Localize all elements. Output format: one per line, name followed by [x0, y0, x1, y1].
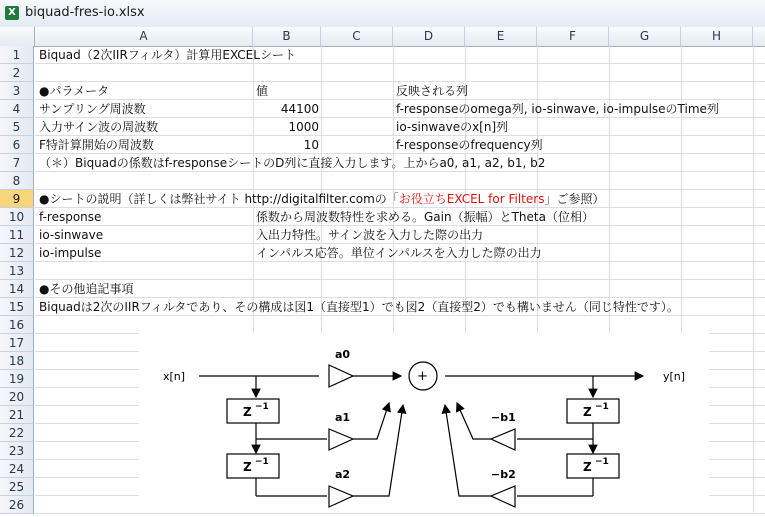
- cell-b3-value-heading[interactable]: 値: [256, 84, 269, 98]
- gain-a2-amplifier: [329, 486, 353, 507]
- cell-b12-io-impulse-desc[interactable]: インパルス応答。単位インパルスを入力した際の出力: [256, 246, 542, 260]
- cell-a4-sampling-frequency[interactable]: サンプリング周波数: [39, 102, 146, 116]
- biquad-diagram-svg: [139, 333, 709, 513]
- delay-label-3: Z: [583, 405, 592, 419]
- row-header-17[interactable]: 17: [0, 334, 34, 352]
- delay-z1-right-bottom: [567, 454, 619, 478]
- delay-exp-1: −1: [255, 402, 269, 412]
- column-header-row: [0, 27, 765, 47]
- row-header-2[interactable]: 2: [0, 64, 34, 82]
- row-header-3[interactable]: 3: [0, 82, 34, 100]
- row-header-10[interactable]: 10: [0, 208, 34, 226]
- row-header-14[interactable]: 14: [0, 280, 34, 298]
- row-header-15[interactable]: 15: [0, 298, 34, 316]
- cell-a7-coefficient-note[interactable]: （＊）Biquadの係数はf-responseシートのD列に直接入力します。上からa0, a1, a2, b1, b2: [39, 156, 546, 170]
- column-header-b[interactable]: B: [253, 27, 321, 46]
- row-header-12[interactable]: 12: [0, 244, 34, 262]
- sheet-description-prefix: ●シートの説明（詳しくは弊社サイト http://digitalfilter.comの「: [39, 192, 399, 206]
- column-header-g[interactable]: G: [609, 27, 681, 46]
- cell-a3-parameters-heading[interactable]: ●パラメータ: [39, 84, 110, 98]
- column-header-c[interactable]: C: [321, 27, 393, 46]
- row-header-20[interactable]: 20: [0, 388, 34, 406]
- cell-d3-reflected-columns-heading[interactable]: 反映される列: [396, 84, 469, 98]
- cell-a6-start-frequency[interactable]: F特計算開始の周波数: [39, 138, 154, 152]
- delay-label-2: Z: [243, 460, 252, 474]
- column-header-f[interactable]: F: [537, 27, 609, 46]
- summing-plus-label: +: [417, 369, 428, 384]
- row-header-8[interactable]: 8: [0, 172, 34, 190]
- row-header-5[interactable]: 5: [0, 118, 34, 136]
- cell-b4-sampling-frequency-value[interactable]: 44100: [280, 102, 319, 116]
- cell-a5-input-sine-frequency[interactable]: 入力サイン波の周波数: [39, 120, 159, 134]
- row-header-9[interactable]: 9: [0, 190, 34, 208]
- gain-b2-amplifier: [491, 486, 515, 507]
- row-header-13[interactable]: 13: [0, 262, 34, 280]
- row-header-19[interactable]: 19: [0, 370, 34, 388]
- row-header-1[interactable]: 1: [0, 46, 34, 64]
- select-all-corner[interactable]: [0, 27, 35, 46]
- cell-a15-additional-note[interactable]: Biquadは2次のIIRフィルタであり、その構成は図1（直接型1）でも図2（直接型2）でも構いません（同じ特性です）。: [39, 300, 679, 314]
- gain-b1-amplifier: [491, 429, 515, 450]
- cell-a1-title[interactable]: Biquad（2次IIRフィルタ）計算用EXCELシート: [39, 48, 296, 62]
- row-header-7[interactable]: 7: [0, 154, 34, 172]
- gain-a0-amplifier: [329, 365, 353, 387]
- window-title: biquad-fres-io.xlsx: [25, 5, 145, 20]
- gain-a1-amplifier: [329, 429, 353, 450]
- delay-z1-left-bottom: [227, 454, 279, 478]
- row-header-24[interactable]: 24: [0, 460, 34, 478]
- delay-z1-left-top: [227, 399, 279, 423]
- biquad-block-diagram[interactable]: [139, 333, 709, 513]
- row-header-23[interactable]: 23: [0, 442, 34, 460]
- cell-b10-f-response-desc[interactable]: 係数から周波数特性を求める。Gain（振幅）とTheta（位相）: [256, 210, 594, 224]
- cell-a12-io-impulse[interactable]: io-impulse: [39, 246, 102, 260]
- column-header-e[interactable]: E: [465, 27, 537, 46]
- cell-a9-sheet-description[interactable]: [39, 190, 604, 208]
- delay-exp-4: −1: [595, 457, 609, 467]
- delay-z1-right-top: [567, 399, 619, 423]
- column-header-h[interactable]: H: [681, 27, 753, 46]
- delay-exp-2: −1: [255, 457, 269, 467]
- grid-row-line: [35, 279, 765, 280]
- gain-a2-label: a2: [335, 468, 351, 481]
- cell-b6-start-frequency-value[interactable]: 10: [303, 138, 319, 152]
- row-header-11[interactable]: 11: [0, 226, 34, 244]
- grid-row-line: [35, 513, 765, 514]
- row-header-21[interactable]: 21: [0, 406, 34, 424]
- gain-b2-label: −b2: [491, 468, 516, 481]
- cell-a11-io-sinwave[interactable]: io-sinwave: [39, 228, 104, 242]
- cell-b11-io-sinwave-desc[interactable]: 入出力特性。サイン波を入力した際の出力: [256, 228, 484, 242]
- row-header-22[interactable]: 22: [0, 424, 34, 442]
- diagram-input-label: x[n]: [163, 370, 186, 383]
- row-header-26[interactable]: 26: [0, 496, 34, 514]
- gain-a1-label: a1: [335, 411, 351, 424]
- grid-column-line: [753, 46, 754, 513]
- cell-d6-note[interactable]: f-responseのfrequency列: [396, 138, 543, 152]
- delay-label-1: Z: [243, 405, 252, 419]
- column-header-a[interactable]: A: [35, 27, 253, 46]
- row-header-18[interactable]: 18: [0, 352, 34, 370]
- cell-a10-f-response[interactable]: f-response: [39, 210, 102, 224]
- excel-file-icon: X: [5, 6, 19, 20]
- gain-a0-label: a0: [335, 348, 351, 361]
- cell-b5-input-sine-frequency-value[interactable]: 1000: [288, 120, 319, 134]
- cell-d4-note[interactable]: f-responseのomega列, io-sinwave, io-impulseのTime列: [396, 102, 719, 116]
- cell-a14-additional-notes-heading[interactable]: ●その他追記事項: [39, 282, 134, 296]
- row-header-25[interactable]: 25: [0, 478, 34, 496]
- cell-d5-note[interactable]: io-sinwaveのx[n]列: [396, 120, 509, 134]
- column-header-d[interactable]: D: [393, 27, 465, 46]
- row-header-16[interactable]: 16: [0, 316, 34, 334]
- row-header-6[interactable]: 6: [0, 136, 34, 154]
- gain-b1-label: −b1: [491, 411, 516, 424]
- delay-exp-3: −1: [595, 402, 609, 412]
- row-header-4[interactable]: 4: [0, 100, 34, 118]
- diagram-output-label: y[n]: [663, 370, 686, 383]
- delay-label-4: Z: [583, 460, 592, 474]
- site-link-text: お役立ちEXCEL for Filters: [398, 192, 545, 206]
- sheet-description-suffix: 」ご参照）: [544, 192, 605, 206]
- title-bar: [0, 0, 765, 28]
